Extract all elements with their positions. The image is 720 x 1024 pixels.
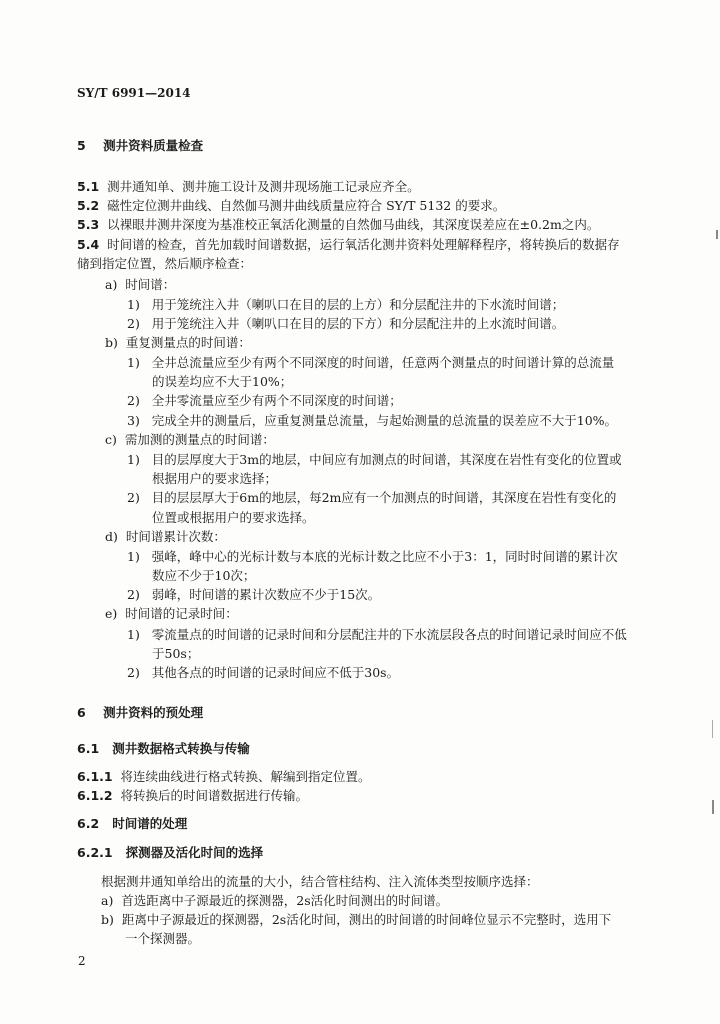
sub-item	[127, 413, 617, 429]
clause-6-1-heading	[77, 741, 250, 757]
section-6-heading	[77, 705, 203, 721]
section-title: 测井资料的预处理	[103, 705, 204, 720]
clause-number: 5.1	[77, 179, 100, 194]
sub-item-number: 2)	[127, 316, 140, 331]
sub-item-continued: 根据用户的要求选择；	[152, 471, 278, 486]
list-title: 重复测量点的时间谱：	[125, 335, 251, 350]
clause-title: 探测器及活化时间的选择	[125, 845, 264, 860]
sub-item-text: 其他各点的时间谱的记录时间应不低于30s。	[151, 665, 400, 680]
section-5-heading	[77, 138, 203, 154]
intro-paragraph: 根据测井通知单给出的流量的大小，结合管柱结构、注入流体类型按顺序选择：	[101, 874, 539, 889]
list-item-continued: 一个探测器。	[125, 931, 201, 946]
sub-item	[127, 665, 399, 681]
clause-5-2	[77, 198, 505, 214]
sub-item-text: 全井总流量应至少有两个不同深度的时间谱，任意两个测量点的时间谱计算的总流量	[151, 355, 615, 370]
sub-item-number: 1)	[127, 549, 140, 564]
list-text: 距离中子源最近的探测器，2s活化时间，测出的时间谱的时间峰位显示不完整时，选用下	[121, 912, 612, 927]
clause-6-2-heading	[77, 816, 187, 832]
standard-code-header: SY/T 6991—2014	[77, 86, 191, 100]
sub-item	[127, 393, 402, 409]
list-item-b	[101, 912, 611, 928]
sub-item-number: 2)	[127, 665, 140, 680]
clause-text: 时间谱的检查，首先加载时间谱数据，运行氧活化测井资料处理解释程序，将转换后的数据存	[107, 237, 620, 252]
clause-5-4	[77, 237, 620, 253]
sub-item-text: 全井零流量应至少有两个不同深度的时间谱；	[151, 393, 402, 408]
section-title: 测井资料质量检查	[103, 138, 204, 153]
sub-item-text: 目的层厚度大于3m的地层，中间应有加测点的时间谱，其深度在岩性有变化的位置或	[151, 452, 622, 467]
clause-text: 将转换后的时间谱数据进行传输。	[120, 788, 309, 803]
list-title: 时间谱累计次数：	[125, 529, 226, 544]
sub-item	[127, 549, 618, 565]
sub-item	[127, 587, 380, 603]
list-item-a	[101, 893, 448, 909]
list-item-d	[105, 529, 226, 545]
section-number: 6	[77, 705, 86, 720]
list-label: b)	[101, 912, 114, 927]
sub-item-continued: 于50s；	[152, 646, 200, 661]
sub-item-number: 2)	[127, 587, 140, 602]
sub-item	[127, 490, 616, 506]
list-label: b)	[105, 335, 118, 350]
list-label: e)	[105, 606, 118, 621]
clause-5-4-continued: 储到指定位置，然后顺序检查：	[77, 256, 253, 271]
list-title: 需加测的测量点的时间谱：	[124, 432, 275, 447]
sub-item	[127, 355, 614, 371]
section-number: 5	[77, 138, 86, 153]
list-item-a	[105, 277, 175, 293]
sub-item-continued: 的误差均应不大于10%；	[152, 374, 293, 389]
list-label: a)	[105, 277, 118, 292]
sub-item-text: 用于笼统注入井（喇叭口在目的层的上方）和分层配注井的下水流时间谱；	[151, 297, 565, 312]
clause-number: 6.2	[77, 816, 100, 831]
page-number: 2	[78, 954, 86, 968]
sub-item	[127, 316, 564, 332]
sub-item-number: 3)	[127, 413, 140, 428]
sub-item-number: 2)	[127, 393, 140, 408]
list-title: 时间谱的记录时间：	[125, 606, 238, 621]
sub-item-text: 目的层层厚大于6m的地层，每2m应有一个加测点的时间谱，其深度在岩性有变化的	[151, 490, 617, 505]
clause-5-1	[77, 179, 420, 195]
sub-item	[127, 452, 622, 468]
clause-title: 测井数据格式转换与传输	[112, 741, 250, 756]
clause-number: 5.4	[77, 237, 100, 252]
scan-artifact	[712, 800, 714, 814]
sub-item	[127, 627, 627, 643]
sub-item	[127, 297, 564, 313]
list-text: 首选距离中子源最近的探测器，2s活化时间测出的时间谱。	[121, 893, 449, 908]
list-title: 时间谱：	[125, 277, 176, 292]
clause-number: 5.2	[77, 198, 100, 213]
sub-item-number: 1)	[127, 627, 140, 642]
scan-artifact	[712, 720, 713, 738]
clause-number: 6.1	[77, 741, 100, 756]
sub-item-continued: 数应不少于10次；	[152, 568, 256, 583]
sub-item-text: 完成全井的测量后，应重复测量总流量，与起始测量的总流量的误差应不大于10%。	[151, 413, 618, 428]
clause-text: 测井通知单、测井施工设计及测井现场施工记录应齐全。	[107, 179, 420, 194]
sub-item-text: 用于笼统注入井（喇叭口在目的层的下方）和分层配注井的上水流时间谱。	[151, 316, 565, 331]
list-label: d)	[105, 529, 118, 544]
scan-artifact	[716, 230, 718, 239]
list-label: c)	[105, 432, 117, 447]
clause-number: 6.2.1	[77, 845, 113, 860]
sub-item-continued: 位置或根据用户的要求选择。	[152, 510, 315, 525]
clause-5-3	[77, 217, 599, 233]
sub-item-number: 1)	[127, 355, 140, 370]
sub-item-text: 强峰，峰中心的光标计数与本底的光标计数之比应不小于3：1，同时时间谱的累计次	[151, 549, 618, 564]
clause-6-1-2	[77, 788, 308, 804]
sub-item-number: 1)	[127, 452, 140, 467]
clause-text: 磁性定位测井曲线、自然伽马测井曲线质量应符合 SY/T 5132 的要求。	[107, 198, 506, 213]
sub-item-number: 1)	[127, 297, 140, 312]
clause-text: 以裸眼井测井深度为基准校正氧活化测量的自然伽马曲线，其深度误差应在±0.2m之内。	[107, 217, 600, 232]
list-item-c	[105, 432, 275, 448]
sub-item-text: 弱峰，时间谱的累计次数应不少于15次。	[151, 587, 381, 602]
sub-item-text: 零流量点的时间谱的记录时间和分层配注井的下水流层段各点的时间谱记录时间应不低	[151, 627, 627, 642]
clause-number: 5.3	[77, 217, 100, 232]
list-item-e	[105, 606, 238, 622]
clause-number: 6.1.1	[77, 769, 113, 784]
list-label: a)	[101, 893, 114, 908]
clause-title: 时间谱的处理	[112, 816, 188, 831]
clause-6-1-1	[77, 769, 371, 785]
clause-number: 6.1.2	[77, 788, 113, 803]
list-item-b	[105, 335, 251, 351]
clause-text: 将连续曲线进行格式转换、解编到指定位置。	[120, 769, 371, 784]
clause-6-2-1-heading	[77, 845, 263, 861]
sub-item-number: 2)	[127, 490, 140, 505]
